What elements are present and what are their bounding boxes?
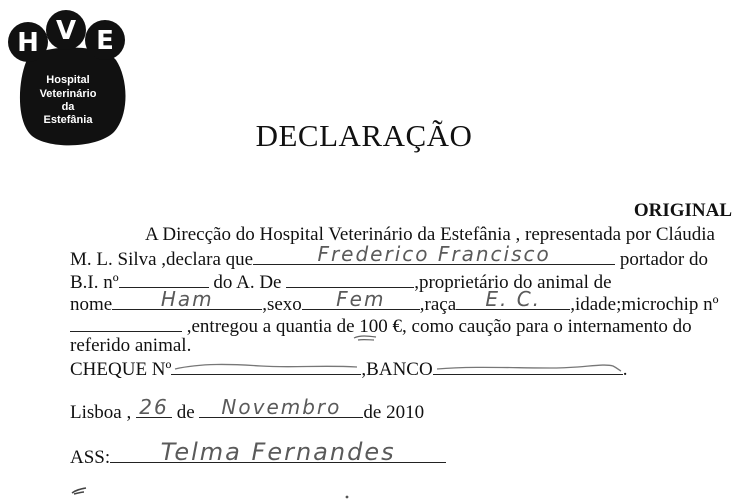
logo-text-veterinario: Veterinário xyxy=(39,88,97,100)
sex-handwriting: Fem xyxy=(336,287,386,311)
day-handwriting: 26 xyxy=(139,395,169,419)
cheque-label: CHEQUE Nº xyxy=(70,359,172,380)
cheque-line xyxy=(70,356,627,381)
signature-handwriting: Telma Fernandes xyxy=(160,438,396,466)
caucao-text: , como caução para o internamento do xyxy=(402,316,692,337)
bank-field[interactable] xyxy=(433,356,623,375)
portador-text: portador do xyxy=(619,249,708,270)
declarant-handwriting: Frederico Francisco xyxy=(317,242,551,266)
breed-field[interactable] xyxy=(456,287,570,311)
document-title: DECLARAÇÃO xyxy=(255,118,473,153)
animal-name-field[interactable] xyxy=(112,287,262,311)
currency-symbol: € xyxy=(392,316,403,337)
ado-field[interactable] xyxy=(286,269,414,288)
month-field[interactable] xyxy=(199,395,363,419)
original-label: ORIGINAL xyxy=(633,200,732,221)
raca-label: ,raça xyxy=(419,294,457,315)
sexo-label: ,sexo xyxy=(262,294,302,315)
day-field[interactable] xyxy=(136,395,172,419)
signature-line xyxy=(70,438,446,469)
logo-letter-e: E xyxy=(96,26,114,56)
month-handwriting: Novembro xyxy=(221,395,342,419)
body-line-2 xyxy=(70,242,708,271)
logo-text-estefania: Estefânia xyxy=(43,114,93,126)
cheque-number-field[interactable] xyxy=(171,356,361,375)
stray-mark-left xyxy=(70,486,92,496)
ado-label: do A. De xyxy=(213,272,282,293)
de-label-1: de xyxy=(176,402,195,423)
banco-label: ,BANCO xyxy=(361,359,433,380)
ass-label: ASS: xyxy=(70,447,111,468)
signature-field[interactable] xyxy=(110,438,446,466)
breed-handwriting: E. C. xyxy=(485,287,542,311)
logo-letter-h: H xyxy=(17,28,39,58)
bi-number-field[interactable] xyxy=(119,269,209,288)
microchip-field[interactable] xyxy=(70,313,182,332)
idade-label: ,idade;microchip nº xyxy=(570,294,719,315)
lisboa-label: Lisboa , xyxy=(70,402,132,423)
sex-field[interactable] xyxy=(302,287,420,311)
logo-letter-v: V xyxy=(55,16,77,46)
nome-label: nome xyxy=(70,294,113,315)
animal-name-handwriting: Ham xyxy=(160,287,214,311)
declara-text: M. L. Silva ,declara que xyxy=(70,249,254,270)
cheque-scribble xyxy=(171,360,361,374)
proprietario-text: ,proprietário do animal de xyxy=(414,272,612,293)
declarant-name-field[interactable] xyxy=(253,242,615,266)
amount-value: 100 xyxy=(359,316,388,337)
body-line-6: referido animal. xyxy=(70,335,192,356)
entregou-text: ,entregou a quantia de xyxy=(186,316,355,337)
body-line-1: A Direcção do Hospital Veterinário da Estefânia , representada por Cláudia xyxy=(145,224,715,245)
logo-text-da: da xyxy=(61,101,75,113)
logo-text-hospital: Hospital xyxy=(46,74,90,86)
banco-end-dot: . xyxy=(622,359,628,380)
year-label: de 2010 xyxy=(363,402,425,423)
date-line xyxy=(70,395,425,424)
bi-label: B.I. nº xyxy=(70,272,119,293)
bank-scribble xyxy=(433,360,623,374)
stray-dot xyxy=(344,494,350,500)
amount-underline-mark xyxy=(352,334,378,342)
